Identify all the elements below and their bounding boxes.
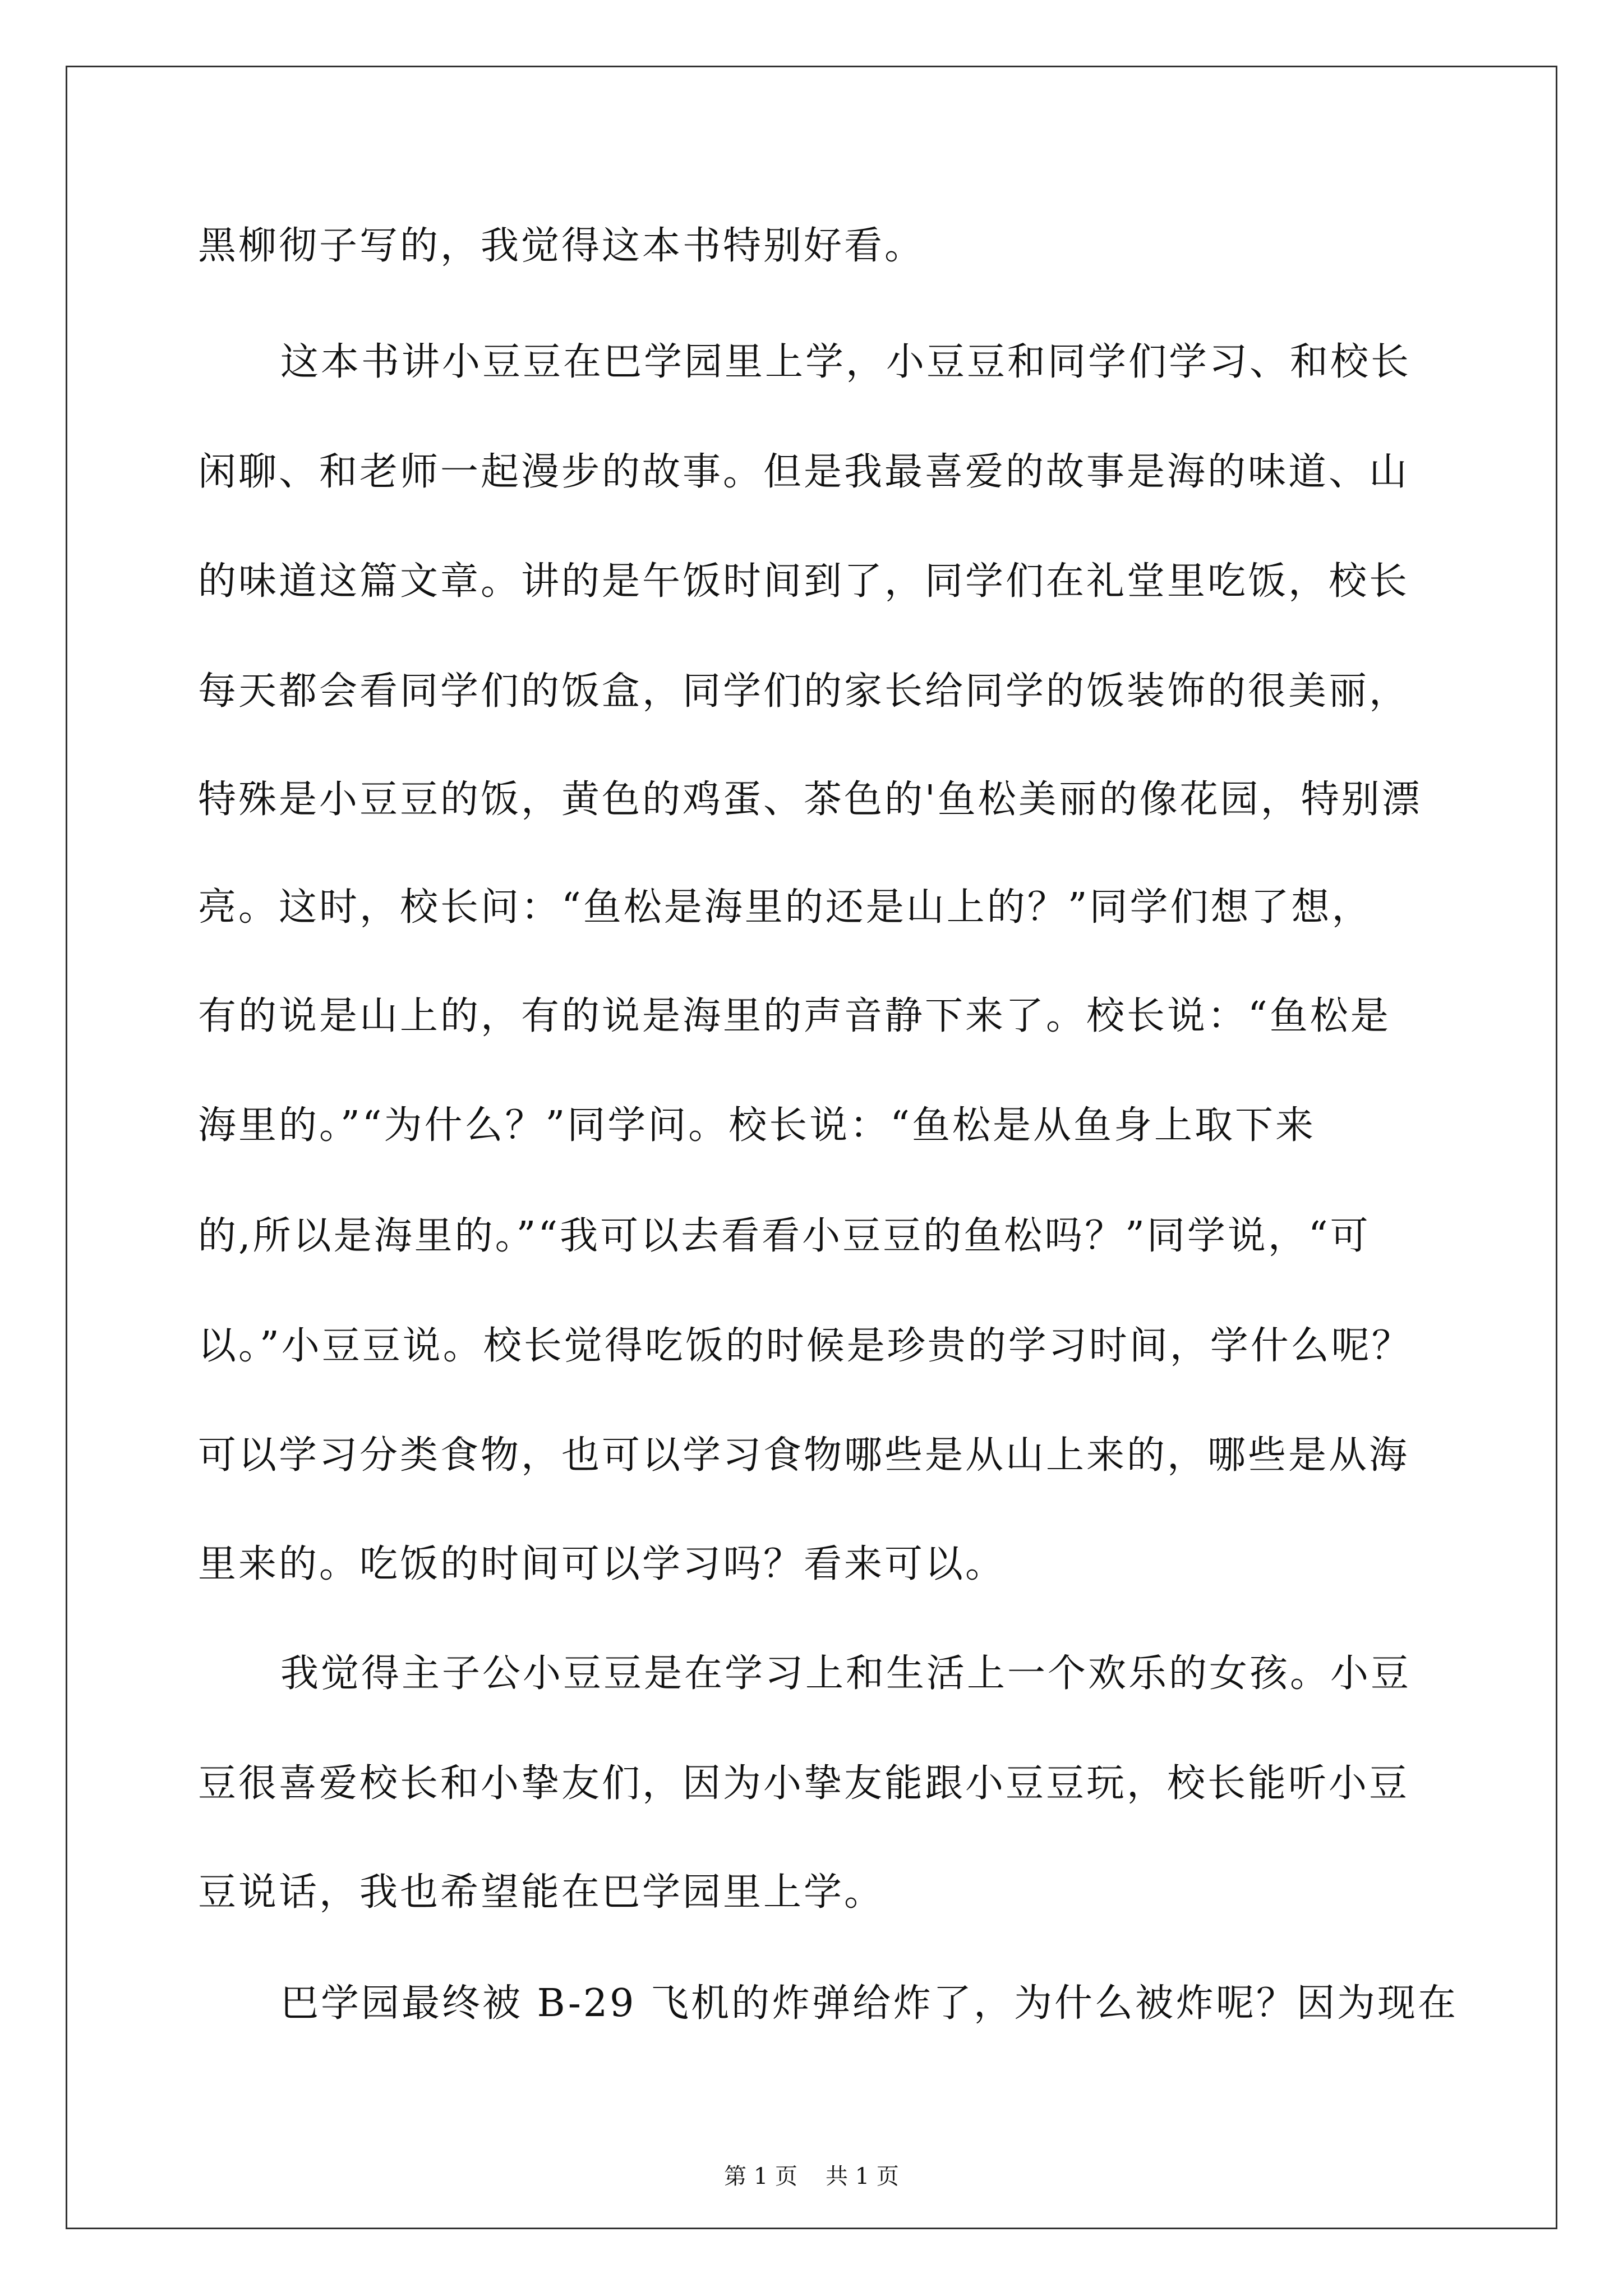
body-line: 豆很喜爱校长和小挚友们，因为小挚友能跟小豆豆玩，校长能听小豆 xyxy=(198,1761,1410,1806)
paragraph-start-line: 这本书讲小豆豆在巴学园里上学，小豆豆和同学们学习、和校长 xyxy=(280,340,1412,384)
body-line: 可以学习分类食物，也可以学习食物哪些是从山上来的，哪些是从海 xyxy=(198,1433,1410,1478)
body-line: 黑柳彻子写的，我觉得这本书特别好看。 xyxy=(198,224,925,268)
page-number: 第 1 页 xyxy=(724,2164,797,2189)
body-line: 亮。这时，校长问：“鱼松是海里的还是山上的？”同学们想了想， xyxy=(198,885,1372,930)
paragraph-start-line: 我觉得主子公小豆豆是在学习上和生活上一个欢乐的女孩。小豆 xyxy=(280,1651,1412,1696)
paragraph-start-line: 巴学园最终被 B-29 飞机的炸弹给炸了，为什么被炸呢？因为现在 xyxy=(280,1981,1458,2026)
body-line: 以。”小豆豆说。校长觉得吃饭的时候是珍贵的学习时间，学什么呢？ xyxy=(198,1324,1412,1368)
page-footer xyxy=(0,2165,1623,2188)
body-line: 海里的。”“为什么？”同学问。校长说：“鱼松是从鱼身上取下来 xyxy=(198,1103,1316,1148)
body-line: 豆说话，我也希望能在巴学园里上学。 xyxy=(198,1870,885,1915)
body-line: 闲聊、和老师一起漫步的故事。但是我最喜爱的故事是海的味道、山 xyxy=(198,450,1410,494)
body-line: 有的说是山上的，有的说是海里的声音静下来了。校长说：“鱼松是 xyxy=(198,994,1391,1038)
body-line: 的,所以是海里的。”“我可以去看看小豆豆的鱼松吗？”同学说，“可 xyxy=(198,1214,1371,1258)
body-line: 里来的。吃饭的时间可以学习吗？看来可以。 xyxy=(198,1542,1006,1586)
body-line: 特殊是小豆豆的饭，黄色的鸡蛋、茶色的'鱼松美丽的像花园，特别漂 xyxy=(198,777,1422,822)
body-line: 每天都会看同学们的饭盒，同学们的家长给同学的饭装饰的很美丽， xyxy=(198,669,1410,714)
body-line: 的味道这篇文章。讲的是午饭时间到了，同学们在礼堂里吃饭，校长 xyxy=(198,559,1410,604)
total-pages: 共 1 页 xyxy=(826,2164,899,2189)
